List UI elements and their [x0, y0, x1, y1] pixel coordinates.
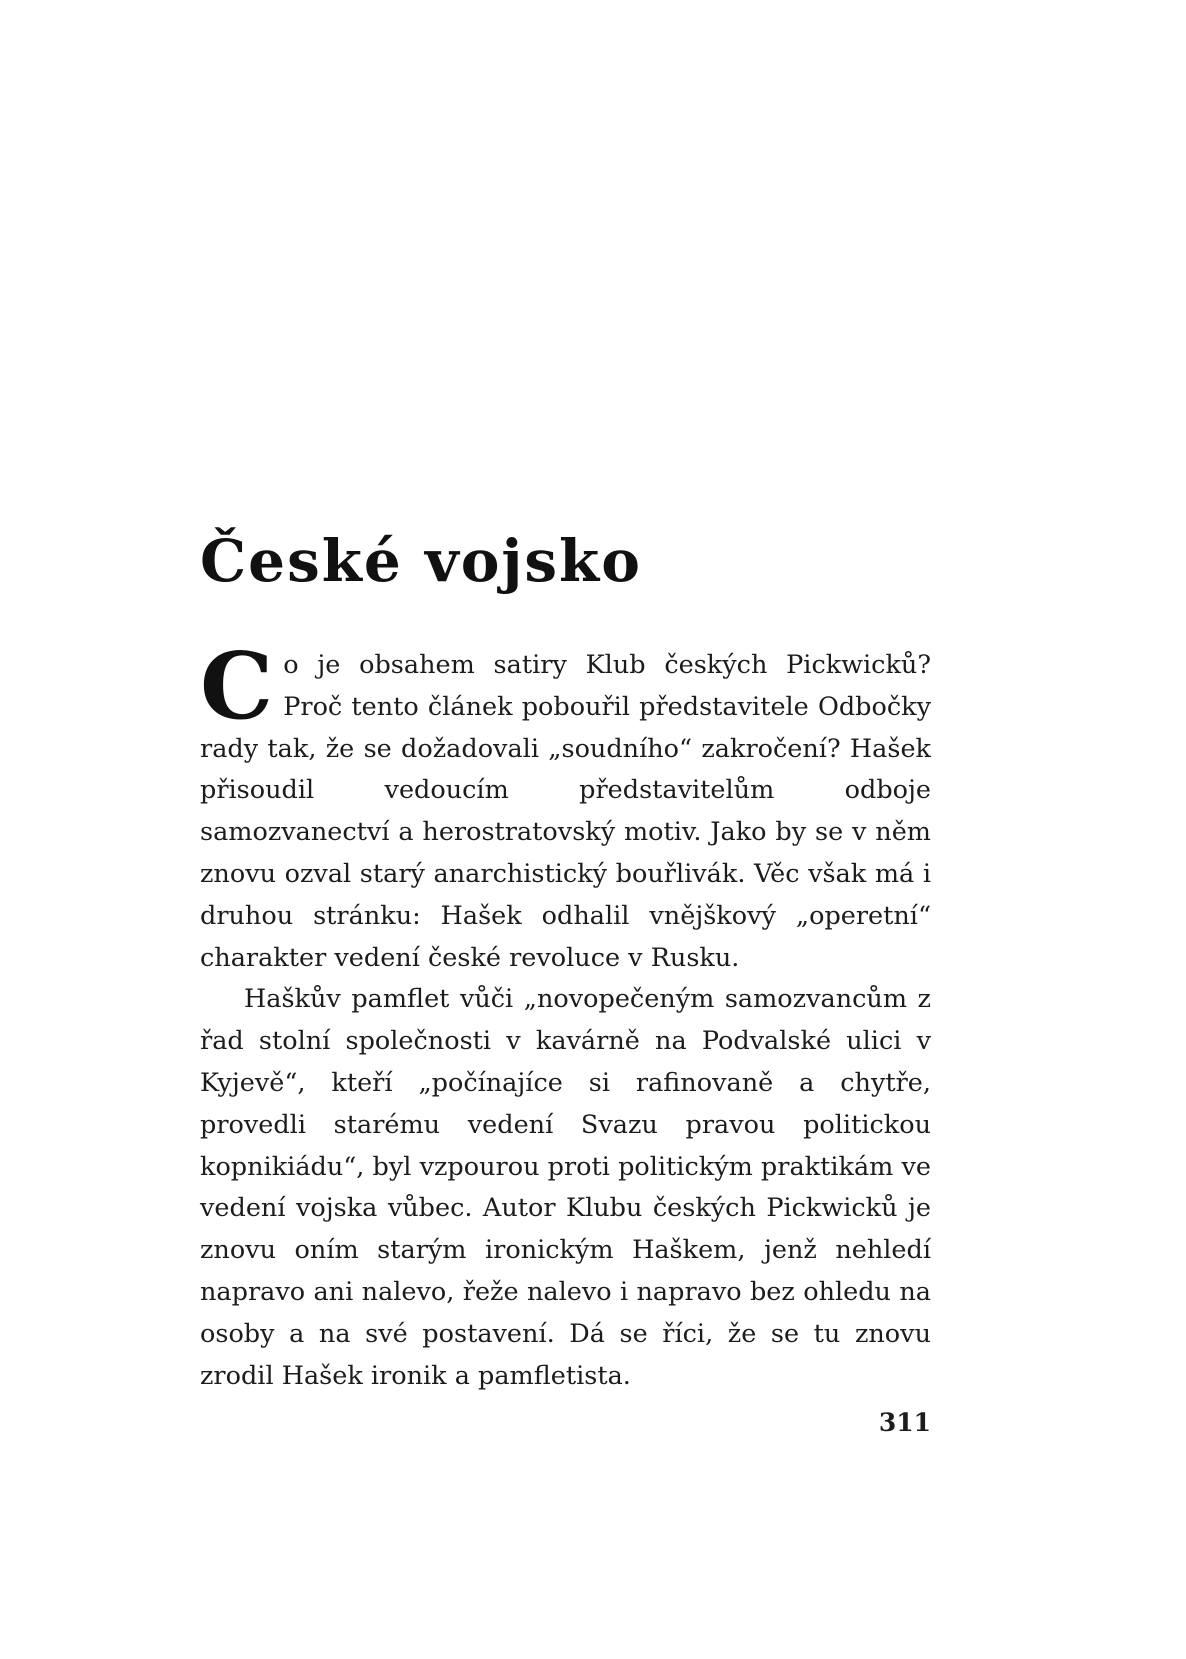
paragraph-second: Haškův pamflet vůči „novopečeným samozvancům z řad stolní společnosti v kavárně na Podvalské ulici v Kyjevě“, kteří „počínajíce si rafinovaně a chytře, provedli starému vedení Svazu pravou politickou kopnikiádu“, byl vzpourou proti politickým praktikám ve vedení vojska vůbec. Autor Klubu českých Pickwicků je znovu oním starým ironickým Haškem, jenž nehledí napravo ani nalevo, řeže nalevo i napravo bez ohledu na osoby a na své postavení. Dá se říci, že se tu znovu zrodil Hašek ironik a pamfletista.	[200, 984, 931, 1391]
text-column	[200, 527, 931, 1397]
page-number: 311	[878, 1408, 931, 1437]
chapter-title: České vojsko	[200, 527, 642, 595]
paragraph-first	[200, 632, 931, 979]
body-text	[200, 632, 931, 1397]
drop-cap: C	[200, 632, 274, 740]
paragraph-first-text: o je obsahem satiry Klub českých Pickwicků? Proč tento článek pobouřil představitele Odbočky rady tak, že se dožadovali „soudního“ zakročení? Hašek přisoudil vedoucím představitelům odboje samozvanectví a herostratovský motiv. Jako by se v něm znovu ozval starý anarchistický bouřlivák. Věc však má i druhou stránku: Hašek odhalil vnějškový „operetní“ charakter vedení české revoluce v Rusku.	[200, 650, 931, 973]
